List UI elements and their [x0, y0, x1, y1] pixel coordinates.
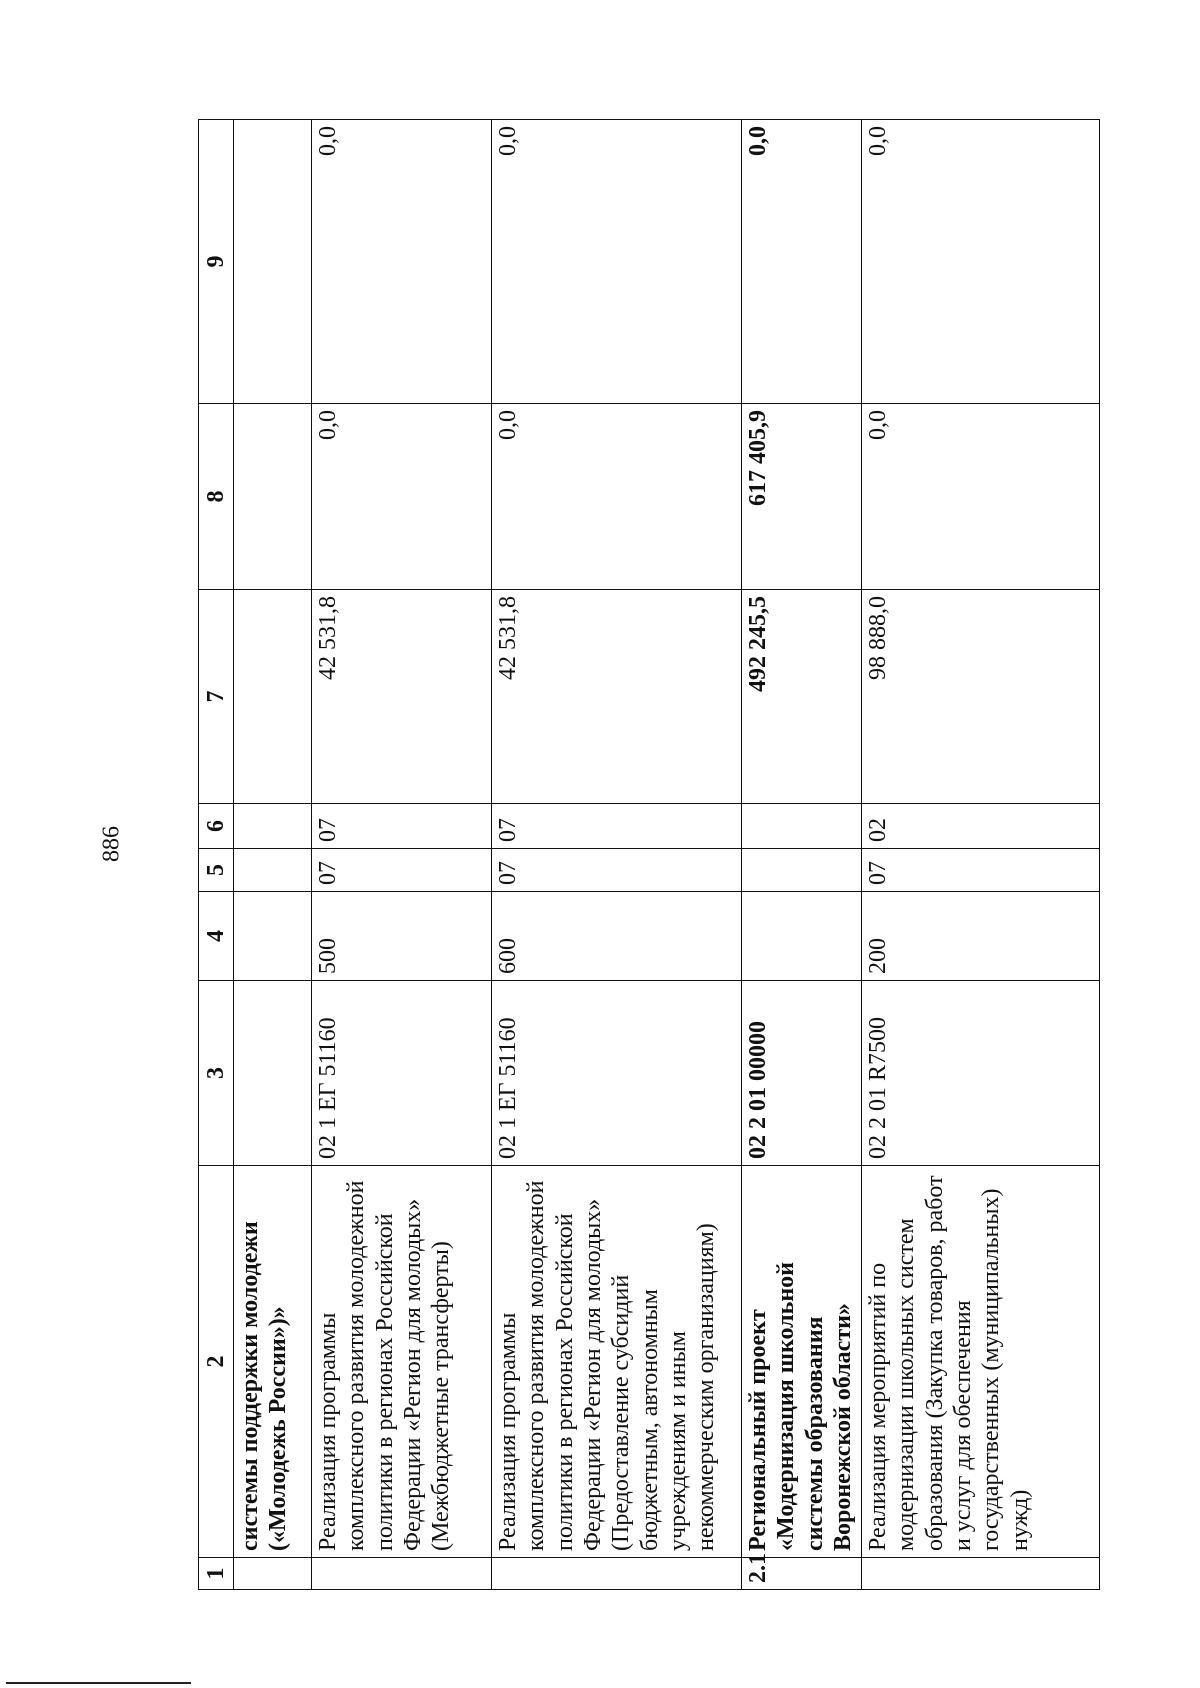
subsection-cell: 02 — [862, 804, 1100, 849]
code-cell: 02 2 01 00000 — [742, 981, 862, 1166]
amount-year2-cell — [234, 404, 312, 590]
amount-year1-cell: 492 245,5 — [742, 590, 862, 804]
amount-year1-cell — [234, 590, 312, 804]
header-cell: 8 — [199, 404, 234, 590]
name-cell: системы поддержки молодежи («Молодежь России»)» — [234, 1166, 312, 1558]
table-row — [312, 120, 492, 1590]
header-cell: 2 — [199, 1166, 234, 1558]
row-number-cell: 2.1 — [742, 1558, 862, 1590]
name-cell: Реализация программы комплексного развития молодежной политики в регионах Российской Федерации «Регион для молодых» (Предоставление субсидий бюджетным, автономным учреждениям и иным некоммерческим организациям) — [492, 1166, 742, 1558]
table-row — [742, 120, 862, 1590]
header-cell: 6 — [199, 804, 234, 849]
amount-year3-cell: 0,0 — [742, 120, 862, 404]
table-row — [492, 120, 742, 1590]
amount-year1-cell: 42 531,8 — [312, 590, 492, 804]
header-cell: 9 — [199, 120, 234, 404]
section-cell: 07 — [312, 849, 492, 892]
subsection-cell — [742, 804, 862, 849]
table-row — [862, 120, 1100, 1590]
rotated-table-container — [198, 120, 1098, 1590]
name-cell: Реализация мероприятий по модернизации школьных систем образования (Закупка товаров, работ и услуг для обеспечения государственных (муниципальных) нужд) — [862, 1166, 1100, 1558]
code-cell: 02 2 01 R7500 — [862, 981, 1100, 1166]
row-number-cell — [492, 1558, 742, 1590]
header-row — [199, 120, 234, 1590]
amount-year3-cell: 0,0 — [492, 120, 742, 404]
budget-table — [198, 119, 1100, 1590]
code-cell: 02 1 ЕГ 51160 — [492, 981, 742, 1166]
expense-type-cell — [234, 892, 312, 981]
section-cell — [234, 849, 312, 892]
code-cell — [234, 981, 312, 1166]
amount-year2-cell: 617 405,9 — [742, 404, 862, 590]
expense-type-cell — [742, 892, 862, 981]
section-cell — [742, 849, 862, 892]
subsection-cell: 07 — [312, 804, 492, 849]
name-cell: Региональный проект «Модернизация школьной системы образования Воронежской области» — [742, 1166, 862, 1558]
subsection-cell: 07 — [492, 804, 742, 849]
header-cell: 1 — [199, 1558, 234, 1590]
header-cell: 4 — [199, 892, 234, 981]
page-number: 886 — [98, 826, 125, 862]
table-row — [234, 120, 312, 1590]
row-number-cell — [234, 1558, 312, 1590]
amount-year3-cell: 0,0 — [312, 120, 492, 404]
expense-type-cell: 200 — [862, 892, 1100, 981]
header-cell: 5 — [199, 849, 234, 892]
header-cell: 7 — [199, 590, 234, 804]
expense-type-cell: 600 — [492, 892, 742, 981]
amount-year2-cell: 0,0 — [312, 404, 492, 590]
amount-year1-cell: 42 531,8 — [492, 590, 742, 804]
section-cell: 07 — [492, 849, 742, 892]
amount-year1-cell: 98 888,0 — [862, 590, 1100, 804]
amount-year3-cell: 0,0 — [862, 120, 1100, 404]
section-cell: 07 — [862, 849, 1100, 892]
amount-year3-cell — [234, 120, 312, 404]
code-cell: 02 1 ЕГ 51160 — [312, 981, 492, 1166]
expense-type-cell: 500 — [312, 892, 492, 981]
footer-line — [6, 1682, 191, 1684]
row-number-cell — [312, 1558, 492, 1590]
row-number-cell — [862, 1558, 1100, 1590]
amount-year2-cell: 0,0 — [492, 404, 742, 590]
header-cell: 3 — [199, 981, 234, 1166]
subsection-cell — [234, 804, 312, 849]
name-cell: Реализация программы комплексного развития молодежной политики в регионах Российской Федерации «Регион для молодых» (Межбюджетные трансферты) — [312, 1166, 492, 1558]
amount-year2-cell: 0,0 — [862, 404, 1100, 590]
